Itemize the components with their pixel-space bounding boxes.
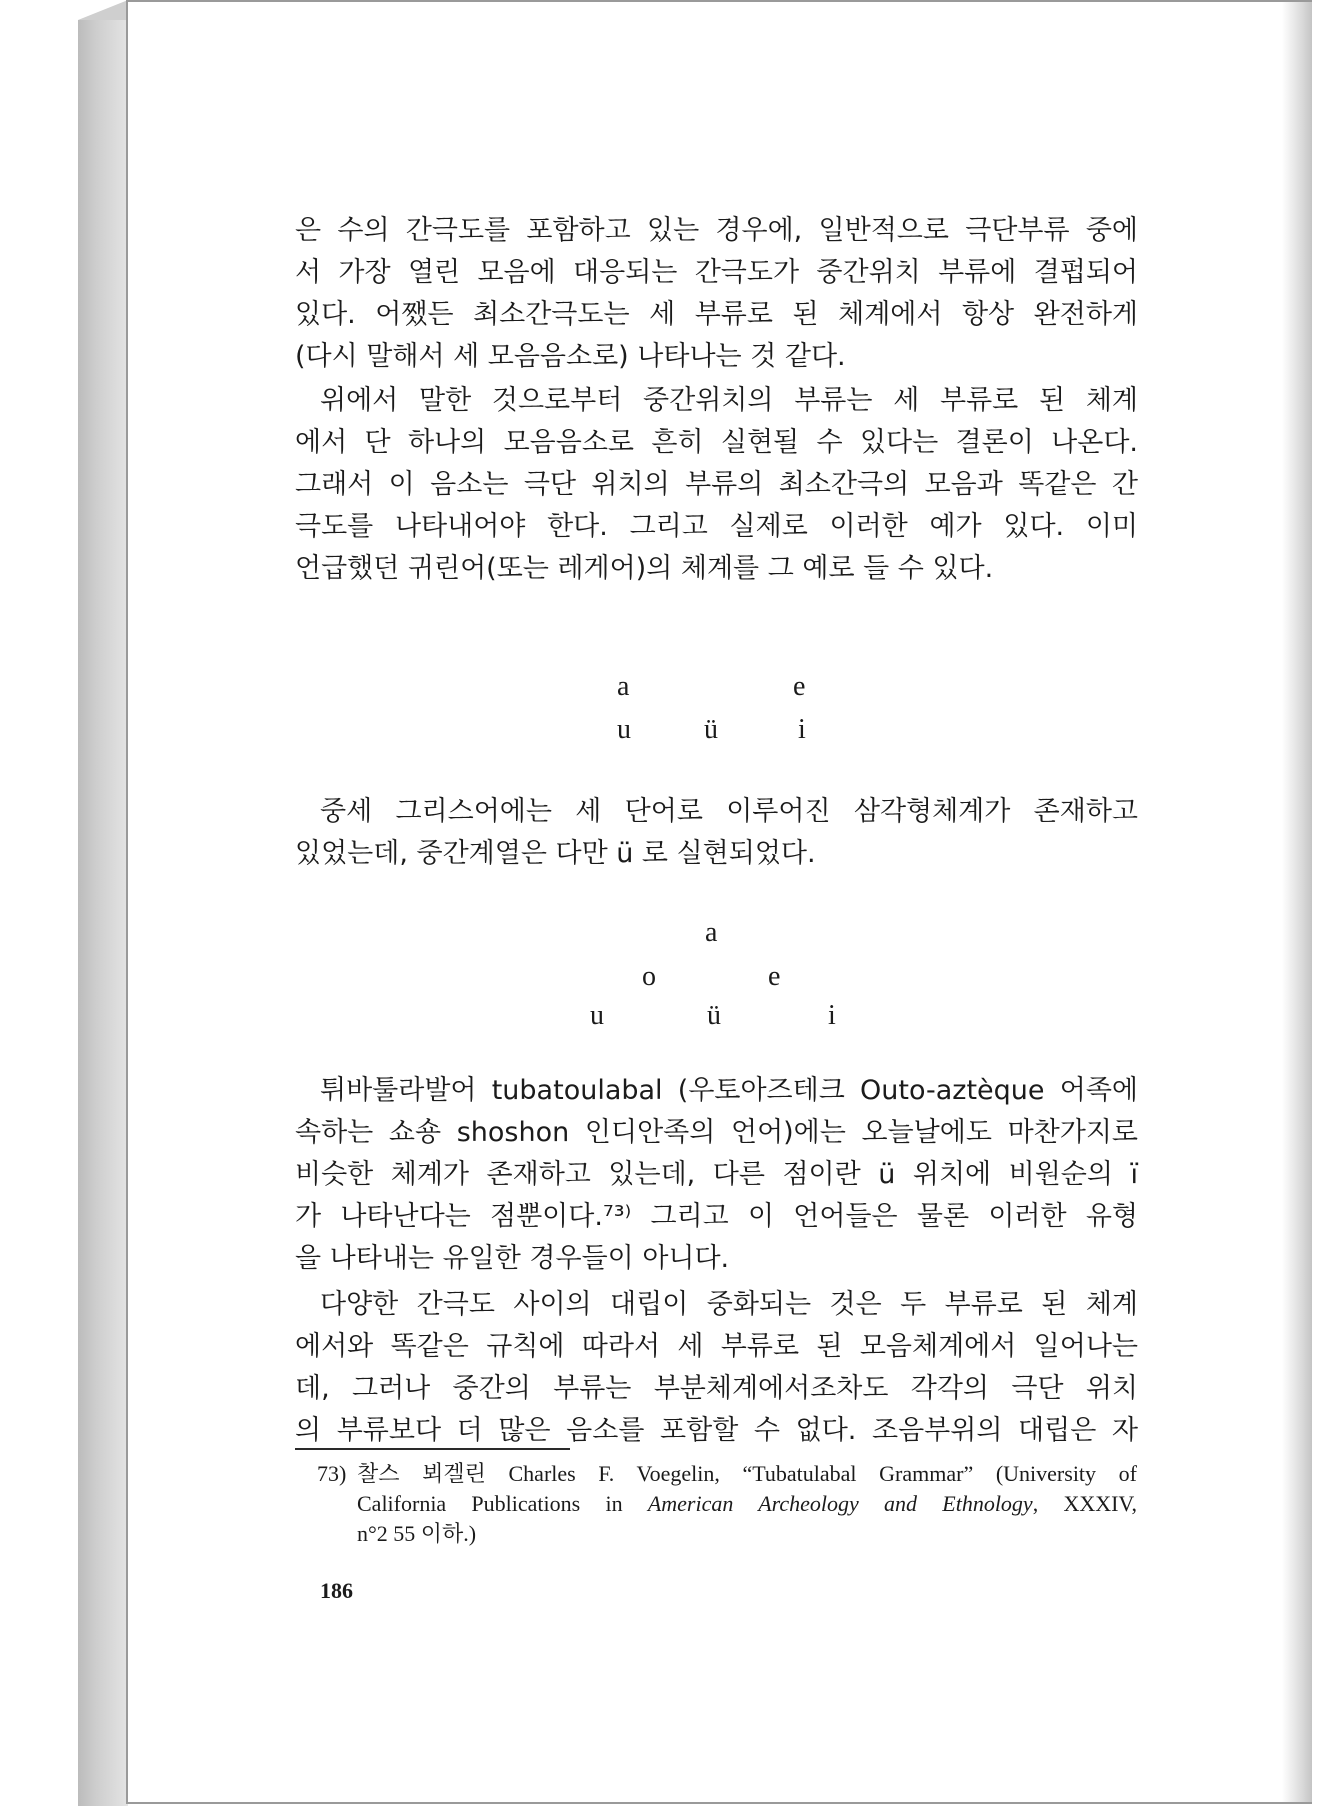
text-line: 있었는데, 중간계열은 다만 ü 로 실현되었다.: [295, 838, 816, 869]
page-edge-shadow: [1282, 2, 1312, 1804]
vowel-symbol: u: [590, 1000, 604, 1031]
text-line: 언급했던 귀린어(또는 레게어)의 체계를 그 예로 들 수 있다.: [295, 553, 994, 584]
text-line: 은 수의 간극도를 포함하고 있는 경우에, 일반적으로 극단부류 중에: [295, 215, 1138, 246]
footnote-text: California Publications in: [357, 1491, 648, 1516]
vowel-symbol: a: [705, 917, 718, 948]
text-line: 튀바툴라발어 tubatoulabal (우토아즈테크 Outo-aztèque 어족에: [320, 1075, 1138, 1106]
text-line: 에서 단 하나의 모음음소로 흔히 실현될 수 있다는 결론이 나온다.: [295, 427, 1138, 458]
footnote-text: , XXXIV,: [1032, 1491, 1137, 1516]
vowel-symbol: o: [642, 961, 656, 992]
footnote-line: 찰스 뵈겔린 Charles F. Voegelin, “Tubatulabal Grammar” (University of: [357, 1461, 1137, 1486]
text-line: 있다. 어쨌든 최소간극도는 세 부류로 된 체계에서 항상 완전하게: [295, 299, 1138, 330]
text-line: 다양한 간극도 사이의 대립이 중화되는 것은 두 부류로 된 체계: [320, 1289, 1138, 1320]
vowel-symbol: e: [793, 671, 806, 702]
text-line: 서 가장 열린 모음에 대응되는 간극도가 중간위치 부류에 결펍되어: [295, 257, 1138, 288]
text-line: 의 부류보다 더 많은 음소를 포함할 수 없다. 조음부위의 대립은 자: [295, 1415, 1138, 1446]
text-line: 에서와 똑같은 규칙에 따라서 세 부류로 된 모음체계에서 일어나는: [295, 1331, 1138, 1362]
footnote-line: n°2 55 이하.): [357, 1521, 477, 1546]
vowel-symbol: i: [798, 714, 806, 745]
footnote-rule: [295, 1448, 570, 1450]
book-spine-edge: [78, 20, 128, 1806]
footnote-italic-title: American Archeology and Ethnology: [647, 1491, 1033, 1516]
vowel-symbol: u: [617, 714, 631, 745]
footnote-marker: 73): [317, 1461, 347, 1486]
vowel-symbol: e: [768, 961, 781, 992]
page-number: 186: [320, 1578, 353, 1603]
text-line: 속하는 쇼숑 shoshon 인디안족의 언어)에는 오늘날에도 마찬가지로: [295, 1117, 1138, 1148]
text-line: 중세 그리스어에는 세 단어로 이루어진 삼각형체계가 존재하고: [320, 796, 1138, 827]
vowel-symbol: i: [828, 1000, 836, 1031]
text-line: 데, 그러나 중간의 부류는 부분체계에서조차도 각각의 극단 위치: [295, 1373, 1138, 1404]
text-line: 비슷한 체계가 존재하고 있는데, 다른 점이란 ü 위치에 비원순의 ï: [295, 1159, 1138, 1190]
text-line: 극도를 나타내어야 한다. 그리고 실제로 이러한 예가 있다. 이미: [295, 511, 1138, 542]
text-line: 가 나타난다는 점뿐이다.⁷³⁾ 그리고 이 언어들은 물론 이러한 유형: [295, 1201, 1138, 1232]
text-line: 을 나타내는 유일한 경우들이 아니다.: [295, 1243, 730, 1274]
text-line: 그래서 이 음소는 극단 위치의 부류의 최소간극의 모음과 똑같은 간: [295, 469, 1138, 500]
vowel-symbol: a: [617, 671, 630, 702]
footnote-line: [357, 1490, 1137, 1518]
text-line: (다시 말해서 세 모음음소로) 나타나는 것 같다.: [295, 341, 846, 372]
vowel-symbol: ü: [704, 714, 718, 745]
book-edge-top: [78, 0, 128, 20]
text-line: 위에서 말한 것으로부터 중간위치의 부류는 세 부류로 된 체계: [320, 385, 1138, 416]
vowel-symbol: ü: [707, 1000, 721, 1031]
